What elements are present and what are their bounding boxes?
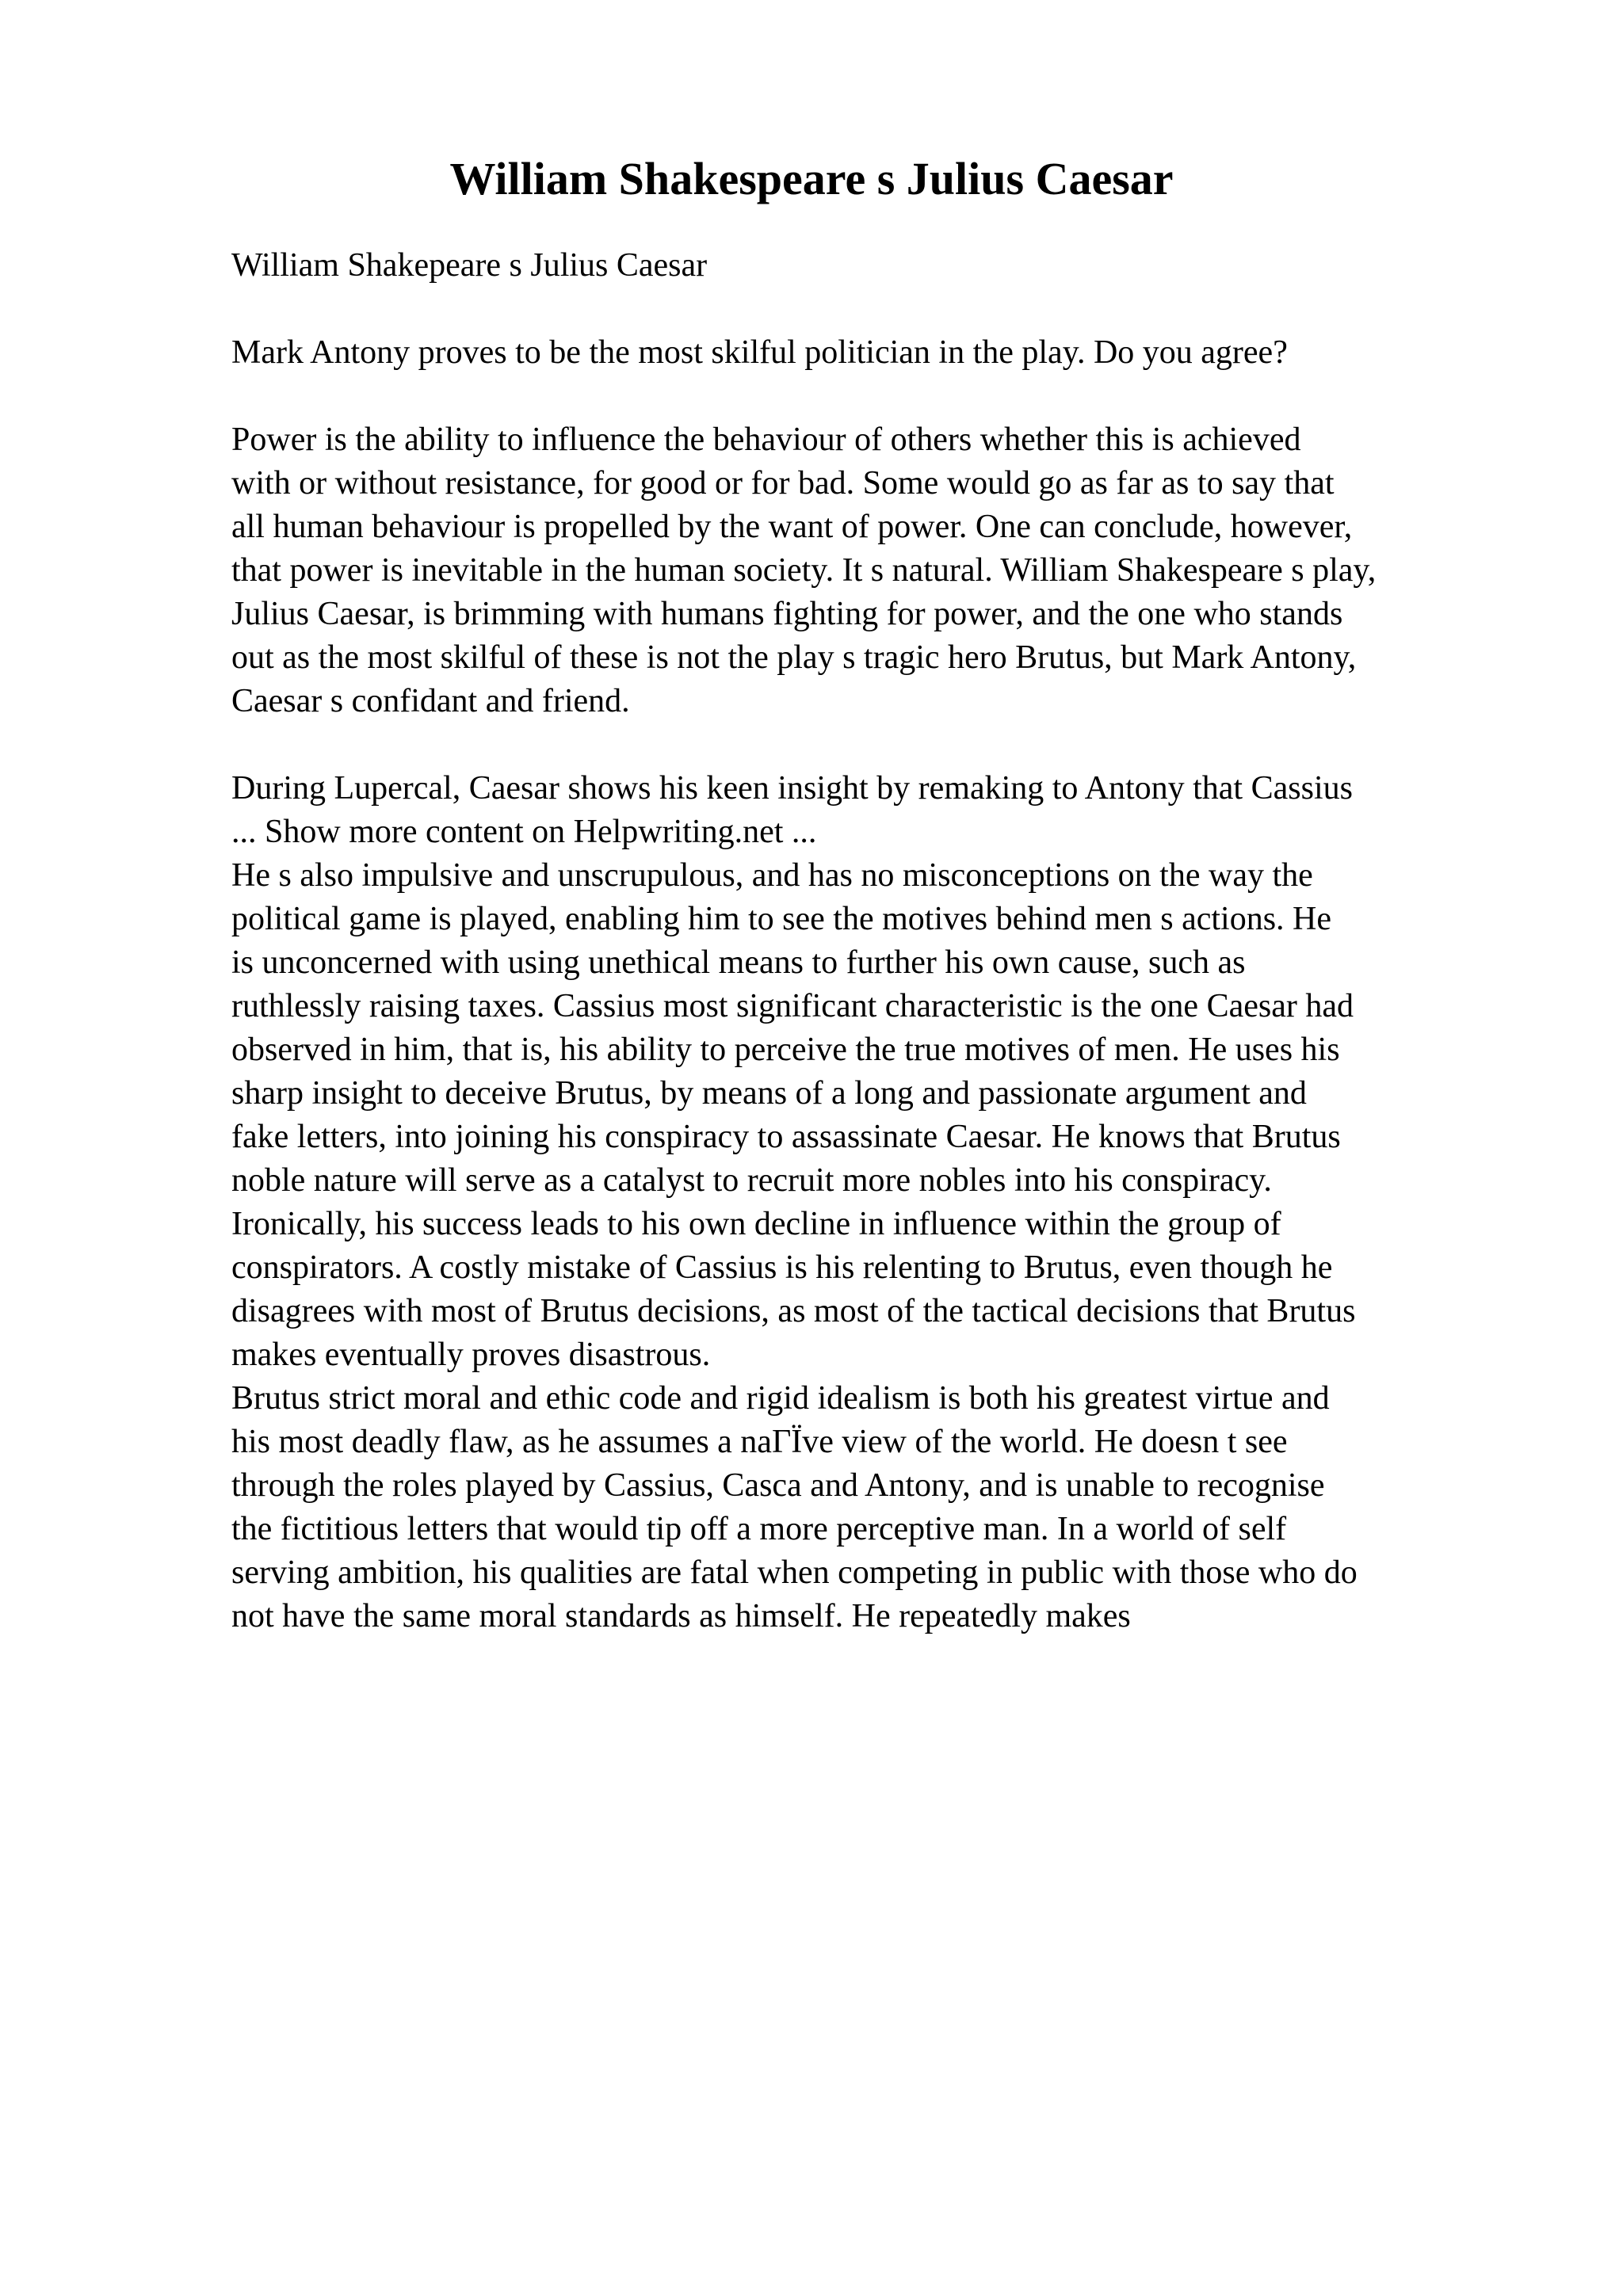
text-line: political game is played, enabling him to see the motives behind men s actions. He — [231, 901, 1332, 937]
paragraph-gap — [231, 723, 1563, 767]
paragraph-gap — [231, 288, 1563, 331]
document-body — [231, 244, 1563, 1638]
text-line: with or without resistance, for good or for bad. Some would go as far as to say that — [231, 465, 1335, 502]
text-line: observed in him, that is, his ability to perceive the true motives of men. He uses his — [231, 1032, 1340, 1068]
text-line: his most deadly flaw, as he assumes a naГЇve view of the world. He doesn t see — [231, 1424, 1288, 1460]
text-line: Julius Caesar, is brimming with humans fighting for power, and the one who stands — [231, 596, 1343, 632]
text-line: that power is inevitable in the human society. It s natural. William Shakespeare s play, — [231, 552, 1377, 589]
text-line: During Lupercal, Caesar shows his keen insight by remaking to Antony that Cassius — [231, 770, 1353, 807]
show-more-content-note: ... Show more content on Helpwriting.net ... — [231, 814, 817, 850]
text-line: Brutus strict moral and ethic code and rigid idealism is both his greatest virtue and — [231, 1380, 1330, 1417]
text-line: all human behaviour is propelled by the want of power. One can conclude, however, — [231, 509, 1353, 545]
text-line: sharp insight to deceive Brutus, by means of a long and passionate argument and — [231, 1075, 1307, 1112]
text-line: serving ambition, his qualities are fatal when competing in public with those who do — [231, 1554, 1358, 1591]
essay-question: Mark Antony proves to be the most skilful politician in the play. Do you agree? — [231, 334, 1288, 371]
text-line: disagrees with most of Brutus decisions, as most of the tactical decisions that Brutus — [231, 1293, 1356, 1329]
text-line: ruthlessly raising taxes. Cassius most significant characteristic is the one Caesar had — [231, 988, 1354, 1024]
paragraph-gap — [231, 375, 1563, 418]
text-line: through the roles played by Cassius, Casca and Antony, and is unable to recognise — [231, 1467, 1325, 1504]
paragraph-body — [231, 767, 1563, 1638]
text-line: Caesar s confidant and friend. — [231, 683, 630, 719]
text-line: the fictitious letters that would tip off a more perceptive man. In a world of self — [231, 1511, 1287, 1547]
text-line: noble nature will serve as a catalyst to recruit more nobles into his conspiracy. — [231, 1162, 1272, 1199]
text-line: not have the same moral standards as himself. He repeatedly makes — [231, 1598, 1131, 1634]
text-line: He s also impulsive and unscrupulous, and has no misconceptions on the way the — [231, 857, 1313, 894]
text-line: fake letters, into joining his conspiracy to assassinate Caesar. He knows that Brutus — [231, 1119, 1341, 1155]
text-line: is unconcerned with using unethical means to further his own cause, such as — [231, 944, 1246, 981]
text-line: out as the most skilful of these is not the play s tragic hero Brutus, but Mark Antony, — [231, 639, 1357, 676]
text-line: makes eventually proves disastrous. — [231, 1337, 711, 1373]
paragraph-introduction — [231, 418, 1563, 723]
document-title: William Shakespeare s Julius Caesar — [449, 153, 1174, 204]
text-line: Ironically, his success leads to his own decline in influence within the group of — [231, 1206, 1281, 1242]
document-subtitle: William Shakepeare s Julius Caesar — [231, 247, 708, 284]
text-line: Power is the ability to influence the behaviour of others whether this is achieved — [231, 421, 1301, 458]
text-line: conspirators. A costly mistake of Cassius is his relenting to Brutus, even though he — [231, 1249, 1333, 1286]
